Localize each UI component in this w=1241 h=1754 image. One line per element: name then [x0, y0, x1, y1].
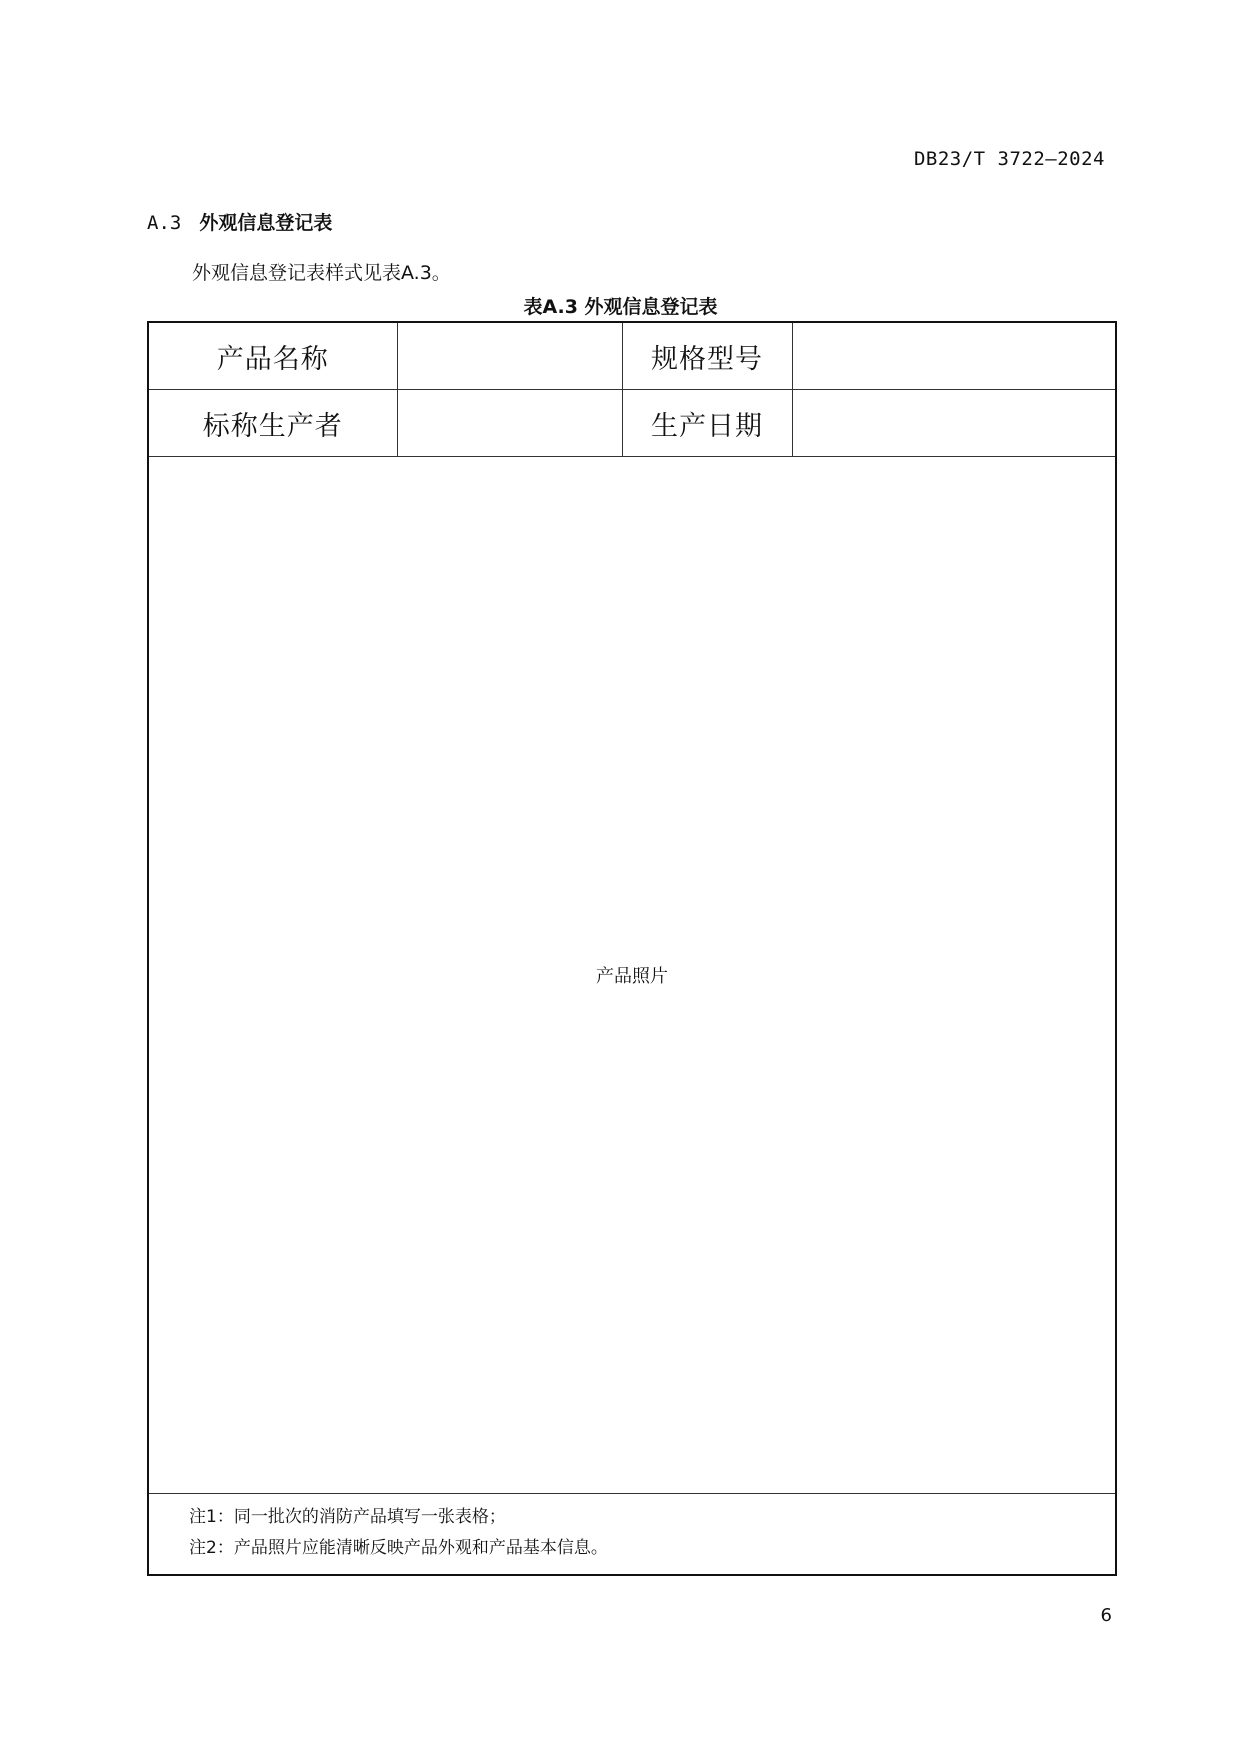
document-code: DB23/T 3722—2024: [913, 148, 1105, 170]
table-row: [148, 390, 1116, 457]
note-1: 注1：同一批次的消防产品填写一张表格；: [189, 1507, 506, 1527]
production-date-value[interactable]: [792, 390, 1116, 457]
model-spec-value[interactable]: [792, 322, 1116, 390]
table-caption: 表A.3 外观信息登记表: [523, 296, 718, 318]
page-number: 6: [1100, 1605, 1112, 1626]
manufacturer-value[interactable]: [397, 390, 622, 457]
note-2: 注2：产品照片应能清晰反映产品外观和产品基本信息。: [189, 1538, 608, 1558]
section-heading: [147, 208, 332, 235]
product-photo-label: 产品照片: [596, 966, 668, 987]
manufacturer-label: 标称生产者: [148, 390, 397, 457]
product-name-label: 产品名称: [148, 322, 397, 390]
intro-paragraph: 外观信息登记表样式见表A.3。: [192, 262, 451, 284]
notes-section: [148, 1494, 1116, 1576]
section-number: A.3: [147, 212, 182, 234]
production-date-label: 生产日期: [622, 390, 792, 457]
table-row: [148, 1494, 1116, 1576]
table-row: [148, 457, 1116, 1494]
section-title: 外观信息登记表: [199, 212, 333, 234]
model-spec-label: 规格型号: [622, 322, 792, 390]
product-name-value[interactable]: [397, 322, 622, 390]
table-row: [148, 322, 1116, 390]
registration-form-table: [147, 321, 1117, 1576]
product-photo-area[interactable]: [148, 457, 1116, 1494]
